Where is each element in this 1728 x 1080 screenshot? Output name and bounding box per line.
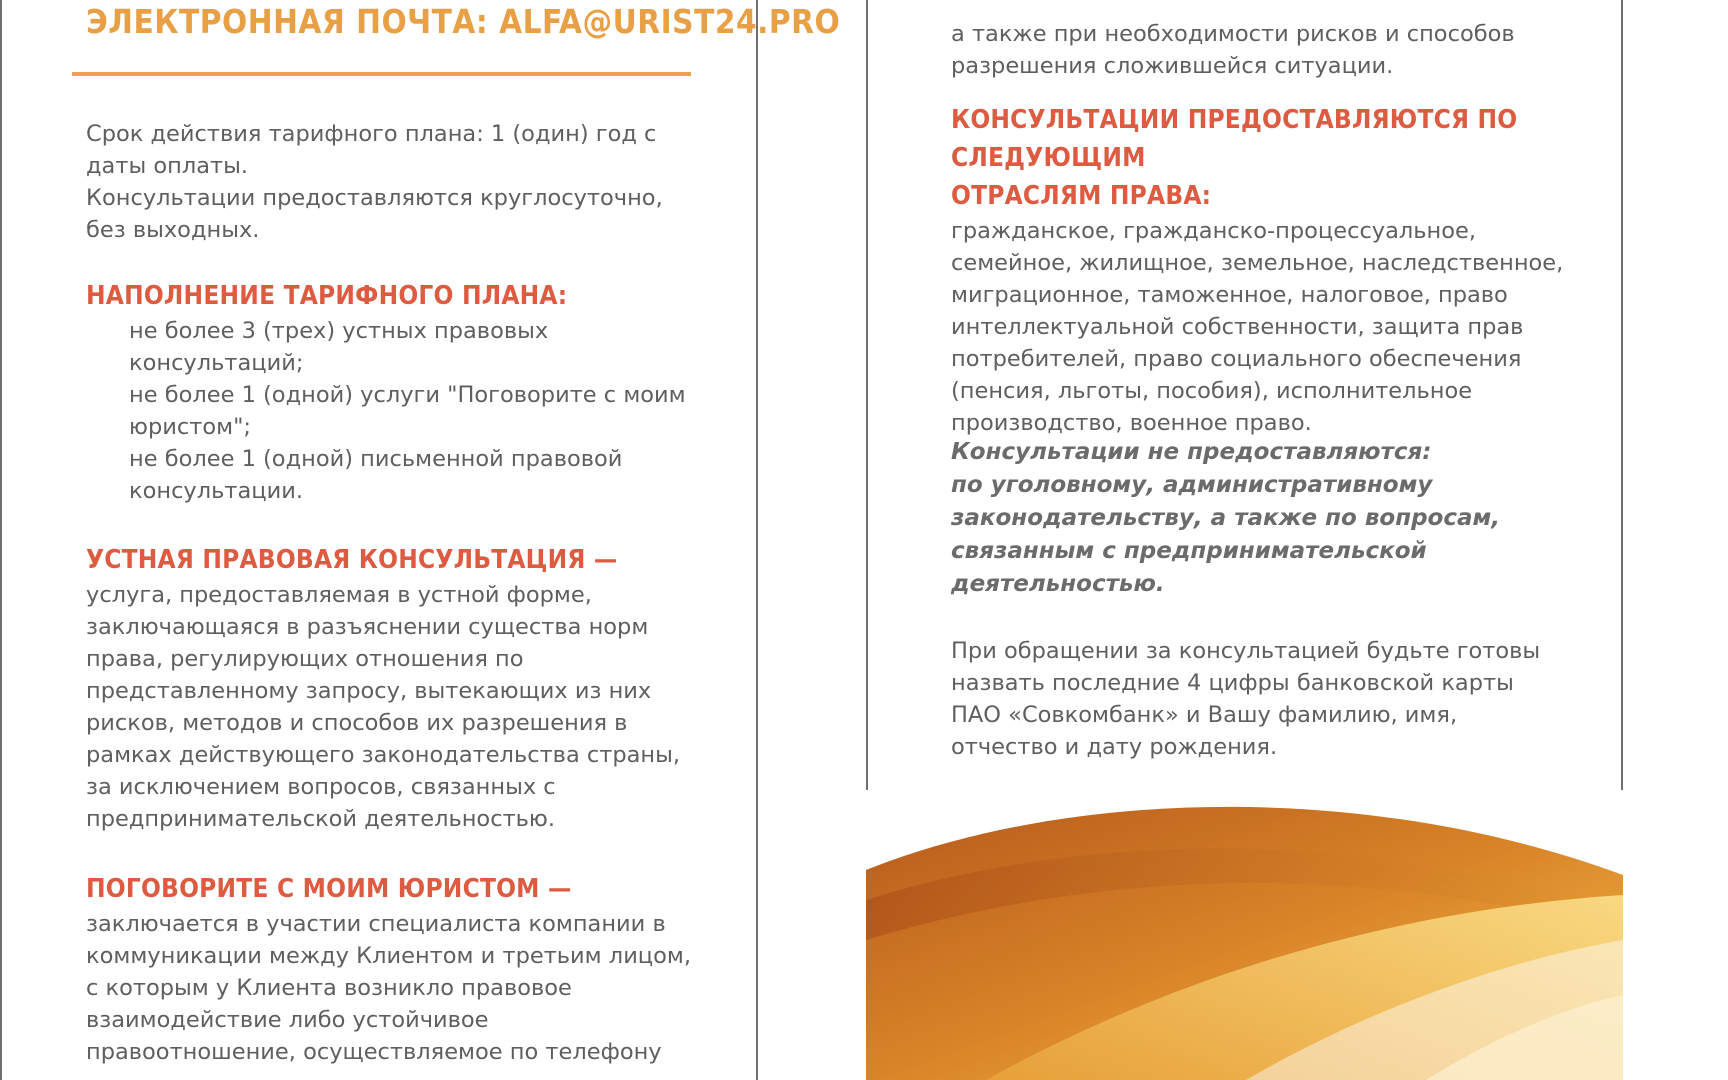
plan-term-section (86, 118, 706, 246)
body-line: (пенсия, льготы, пособия), исполнительное (951, 378, 1473, 404)
fold-line-left (756, 0, 758, 1080)
body-line: услуга, предоставляемая в устной форме, (86, 582, 592, 608)
contact-requirements-section (951, 635, 1631, 763)
body-line: Консультации предоставляются круглосуточно, (86, 185, 663, 211)
law-areas-section (951, 101, 1631, 439)
note-line: законодательству, а также по вопросам, (951, 505, 1501, 531)
body-line: интеллектуальной собственности, защита прав (951, 314, 1524, 340)
divider-rule (72, 72, 691, 76)
note-line: связанным с предпринимательской (951, 538, 1427, 564)
fold-line-right (866, 0, 868, 790)
oral-consultation-section (86, 541, 706, 835)
body-line: правоотношение, осуществляемое по телефону (86, 1039, 662, 1065)
note-line: деятельностью. (951, 571, 1165, 597)
body-line: коммуникации между Клиентом и третьим лицом, (86, 943, 692, 969)
body-line: отчество и дату рождения. (951, 734, 1278, 760)
body-line: за исключением вопросов, связанных с (86, 774, 556, 800)
body-line: с которым у Клиента возникло правовое (86, 975, 572, 1001)
body-line: даты оплаты. (86, 153, 249, 179)
section-heading: КОНСУЛЬТАЦИИ ПРЕДОСТАВЛЯЮТСЯ ПО СЛЕДУЮЩИМ (951, 105, 1518, 173)
body-line: без выходных. (86, 217, 260, 243)
body-line: гражданское, гражданско-процессуальное, (951, 218, 1477, 244)
talk-to-lawyer-section (86, 870, 706, 1068)
continued-text-section (951, 0, 1631, 82)
body-line: потребителей, право социального обеспечения (951, 346, 1522, 372)
body-line: разрешения сложившейся ситуации. (951, 53, 1394, 79)
body-line: семейное, жилищное, земельное, наследственное, (951, 250, 1564, 276)
body-line: представленному запросу, вытекающих из них (86, 678, 652, 704)
body-line: рамках действующего законодательства страны, (86, 742, 681, 768)
plan-contents-section (86, 277, 706, 507)
list-line: не более 3 (трех) устных правовых (129, 318, 549, 344)
section-heading: ПОГОВОРИТЕ С МОИМ ЮРИСТОМ — (86, 874, 572, 904)
body-line: заключается в участии специалиста компании в (86, 911, 666, 937)
list-line: консультаций; (129, 350, 304, 376)
section-heading: ОТРАСЛЯМ ПРАВА: (951, 181, 1212, 211)
section-heading: НАПОЛНЕНИЕ ТАРИФНОГО ПЛАНА: (86, 281, 568, 311)
contact-email: ЭЛЕКТРОННАЯ ПОЧТА: ALFA@URIST24.PRO (86, 2, 841, 41)
body-line: ПАО «Совкомбанк» и Вашу фамилию, имя, (951, 702, 1458, 728)
body-line: производство, военное право. (951, 410, 1312, 436)
exclusions-note (951, 436, 1631, 601)
body-line: Срок действия тарифного плана: 1 (один) год с (86, 121, 657, 147)
body-line: взаимодействие либо устойчивое (86, 1007, 489, 1033)
list-line: не более 1 (одной) письменной правовой (129, 446, 623, 472)
left-page-edge (0, 0, 2, 1080)
body-line: миграционное, таможенное, налоговое, право (951, 282, 1508, 308)
body-line: предпринимательской деятельностью. (86, 806, 556, 832)
body-line-truncated (951, 0, 1631, 18)
note-line: Консультации не предоставляются: (951, 439, 1432, 465)
body-line: назвать последние 4 цифры банковской карты (951, 670, 1514, 696)
section-heading: УСТНАЯ ПРАВОВАЯ КОНСУЛЬТАЦИЯ — (86, 545, 618, 575)
list-line: не более 1 (одной) услуги "Поговорите с моим (129, 382, 686, 408)
list-line: консультации. (129, 478, 304, 504)
body-line: права, регулирующих отношения по (86, 646, 524, 672)
body-line: заключающаяся в разъяснении существа норм (86, 614, 649, 640)
list-line: юристом"; (129, 414, 251, 440)
decorative-swoosh (866, 790, 1623, 1080)
note-line: по уголовному, административному (951, 472, 1433, 498)
body-line: рисков, методов и способов их разрешения в (86, 710, 628, 736)
body-line: а также при необходимости рисков и способов (951, 21, 1515, 47)
body-line: При обращении за консультацией будьте готовы (951, 638, 1541, 664)
